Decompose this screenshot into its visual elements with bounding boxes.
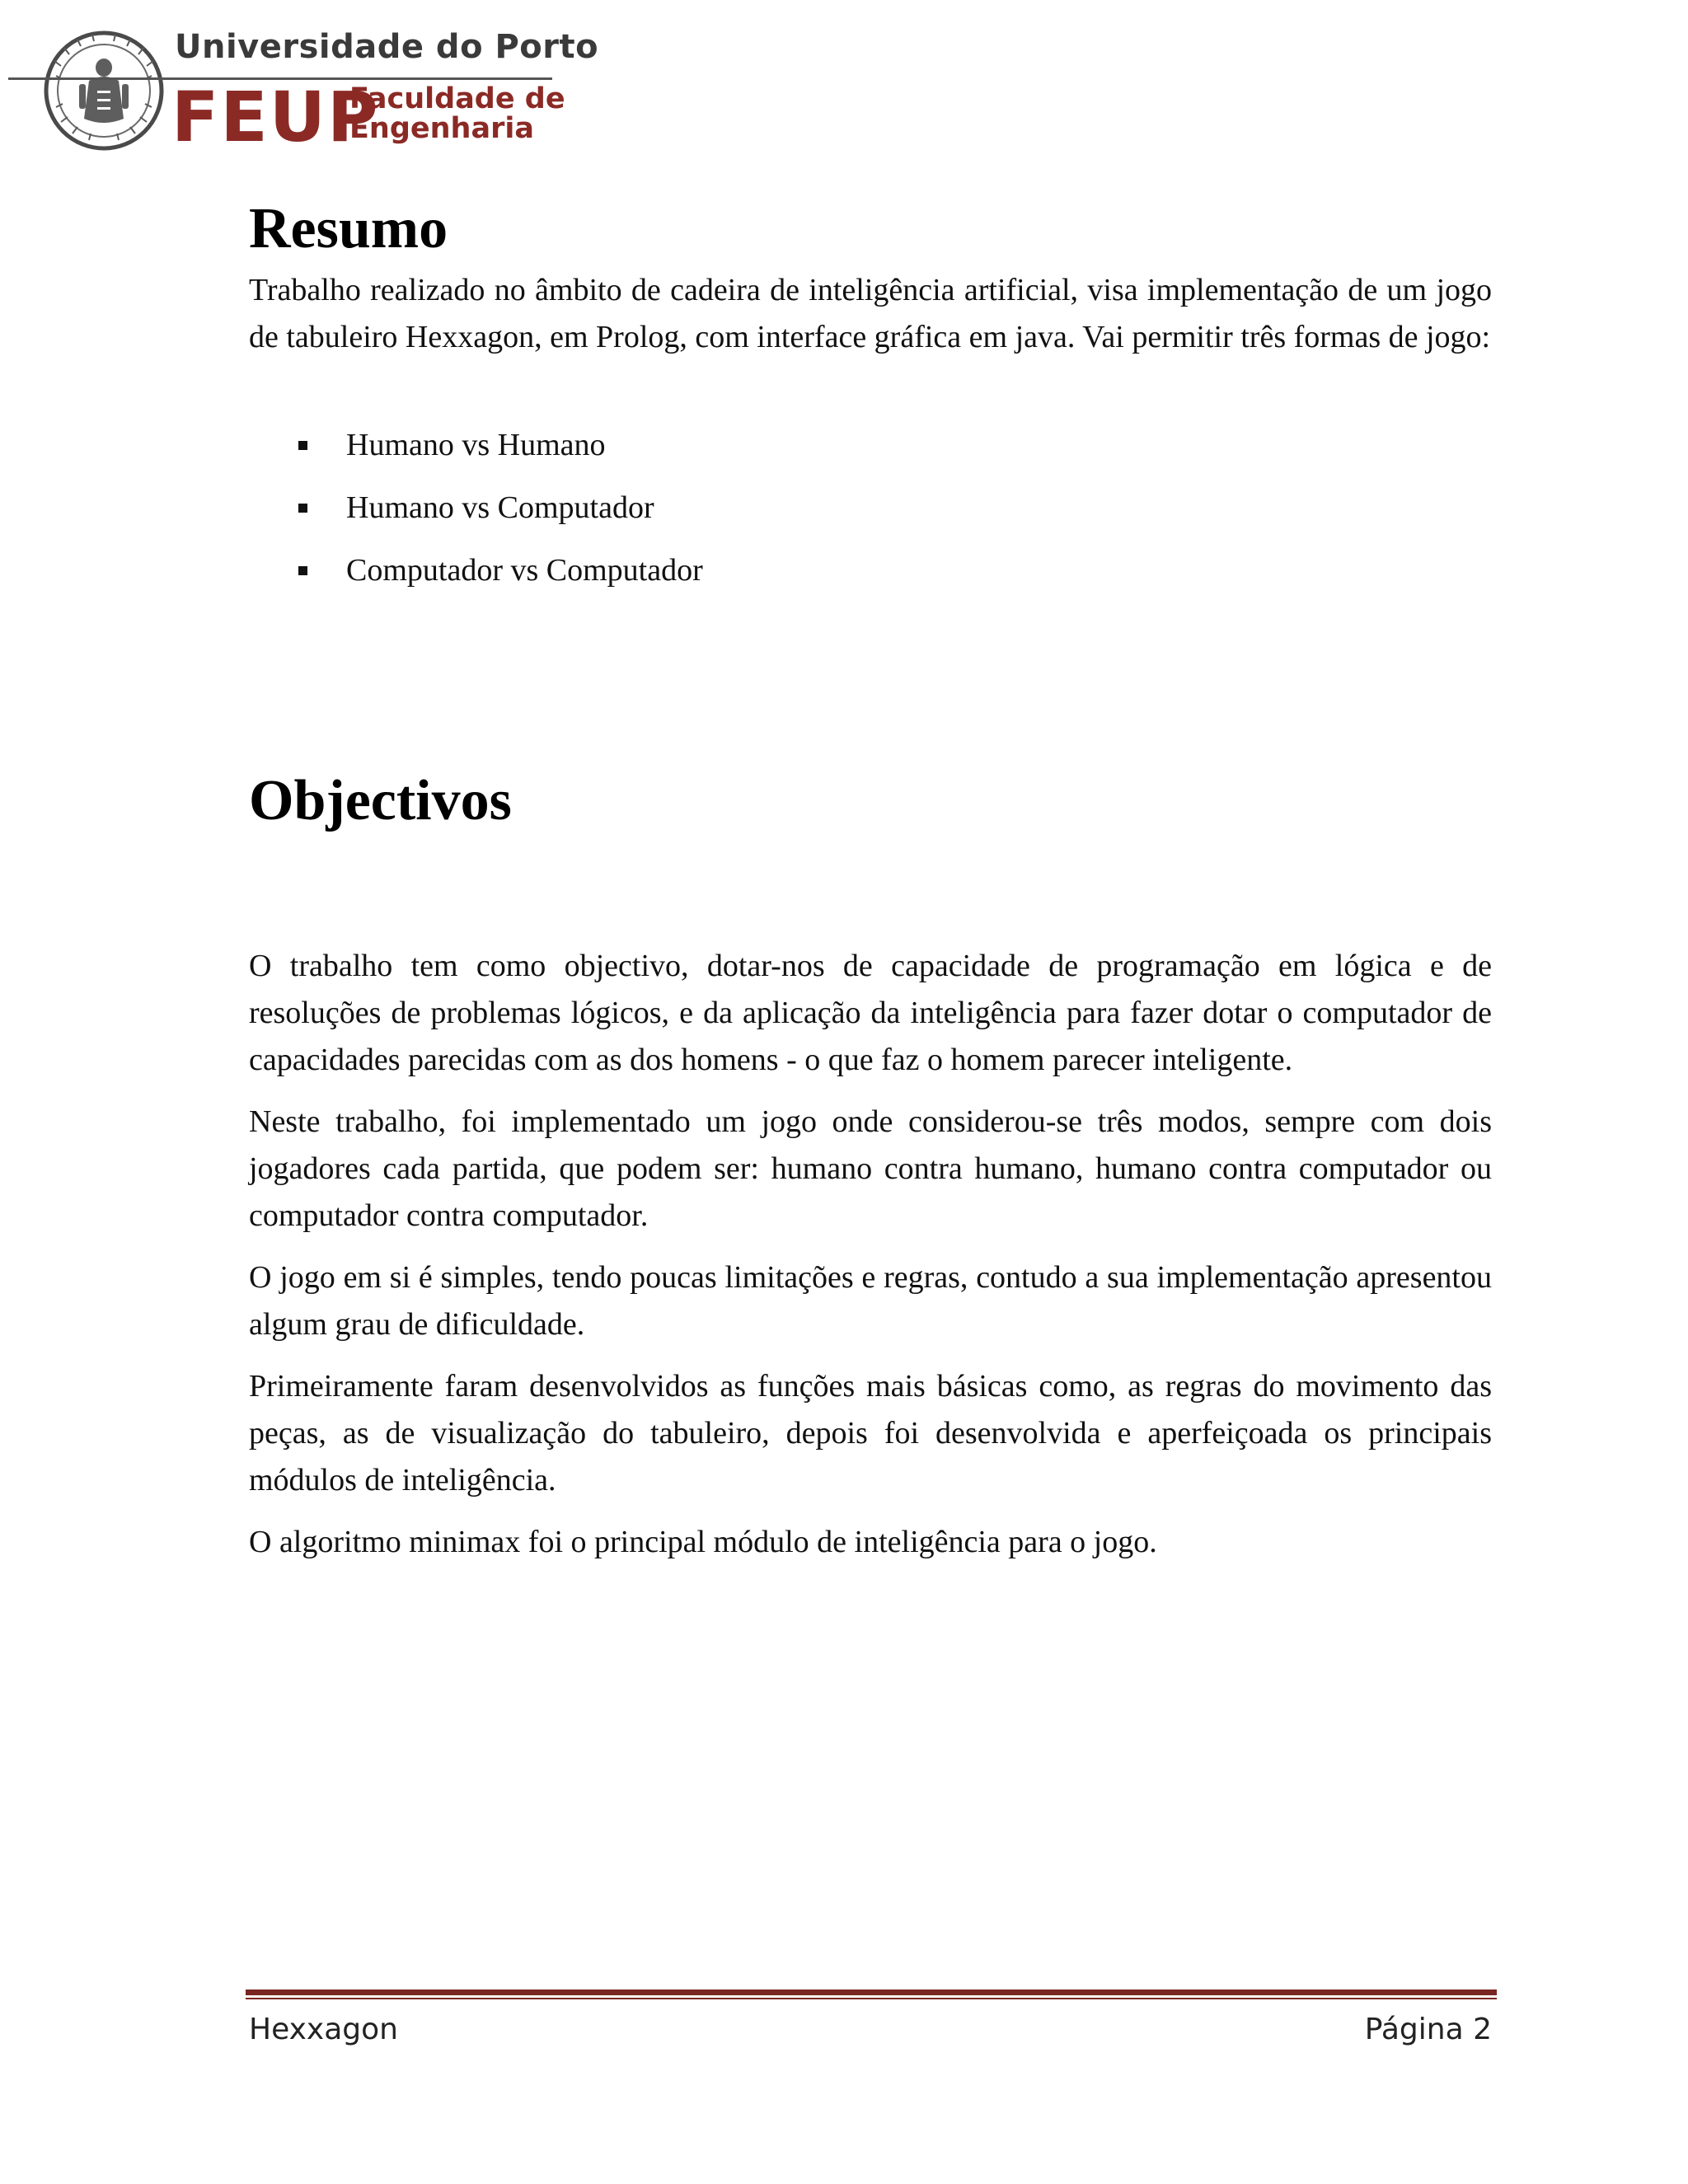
game-modes-list [298,422,703,610]
faculty-name-line2: Engenharia [349,112,534,145]
square-bullet-icon [298,504,307,513]
faculty-name [349,84,565,143]
list-item [298,422,703,485]
objectivos-paragraph: O algoritmo minimax foi o principal módulo de inteligência para o jogo. [249,1525,1157,1559]
university-seal-icon [43,30,165,152]
game-mode-label: Computador vs Computador [346,553,703,588]
objectivos-paragraph: O jogo em si é simples, tendo poucas limitações e regras, contudo a sua implementação apresentou algum grau de dificuldade. [249,1260,1492,1342]
square-bullet-icon [298,566,307,575]
footer-divider-thick [246,1990,1497,1995]
objectivos-paragraph: Primeiramente faram desenvolvidos as funções mais básicas como, as regras do movimento das peças, as de visualização do tabuleiro, depois foi desenvolvida e aperfeiçoada os principais módulos de inteligência. [249,1369,1492,1497]
resumo-paragraph: Trabalho realizado no âmbito de cadeira de inteligência artificial, visa implementação de um jogo de tabuleiro Hexxagon, em Prolog, com interface gráfica em java. Vai permitir três formas de jogo: [249,273,1492,354]
footer-divider-thin [246,1998,1497,1999]
footer-divider [246,1990,1497,2001]
university-logo [0,25,599,157]
game-mode-label: Humano vs Computador [346,490,654,525]
game-mode-label: Humano vs Humano [346,428,606,462]
objectivos-paragraph: Neste trabalho, foi implementado um jogo onde considerou-se três modos, sempre com dois jogadores cada partida, que podem ser: humano contra humano, humano contra computador ou computador contra computador. [249,1104,1492,1233]
objectivos-heading: Objectivos [249,769,512,832]
list-item [298,547,703,610]
objectivos-paragraph: O trabalho tem como objectivo, dotar-nos de capacidade de programação em lógica e de resoluções de problemas lógicos, e da aplicação da inteligência para fazer dotar o computador de capacidades parecidas com as dos homens - o que faz o homem parecer inteligente. [249,949,1492,1077]
faculty-abbreviation: FEUP [171,77,380,157]
footer-page-number: Página 2 [1364,2013,1492,2046]
square-bullet-icon [298,441,307,450]
list-item [298,485,703,547]
footer-document-title: Hexxagon [249,2013,398,2046]
resumo-heading: Resumo [249,197,448,260]
faculty-name-line1: Faculdade de [349,82,565,115]
objectivos-body [249,943,1492,1581]
university-name: Universidade do Porto [175,28,599,66]
